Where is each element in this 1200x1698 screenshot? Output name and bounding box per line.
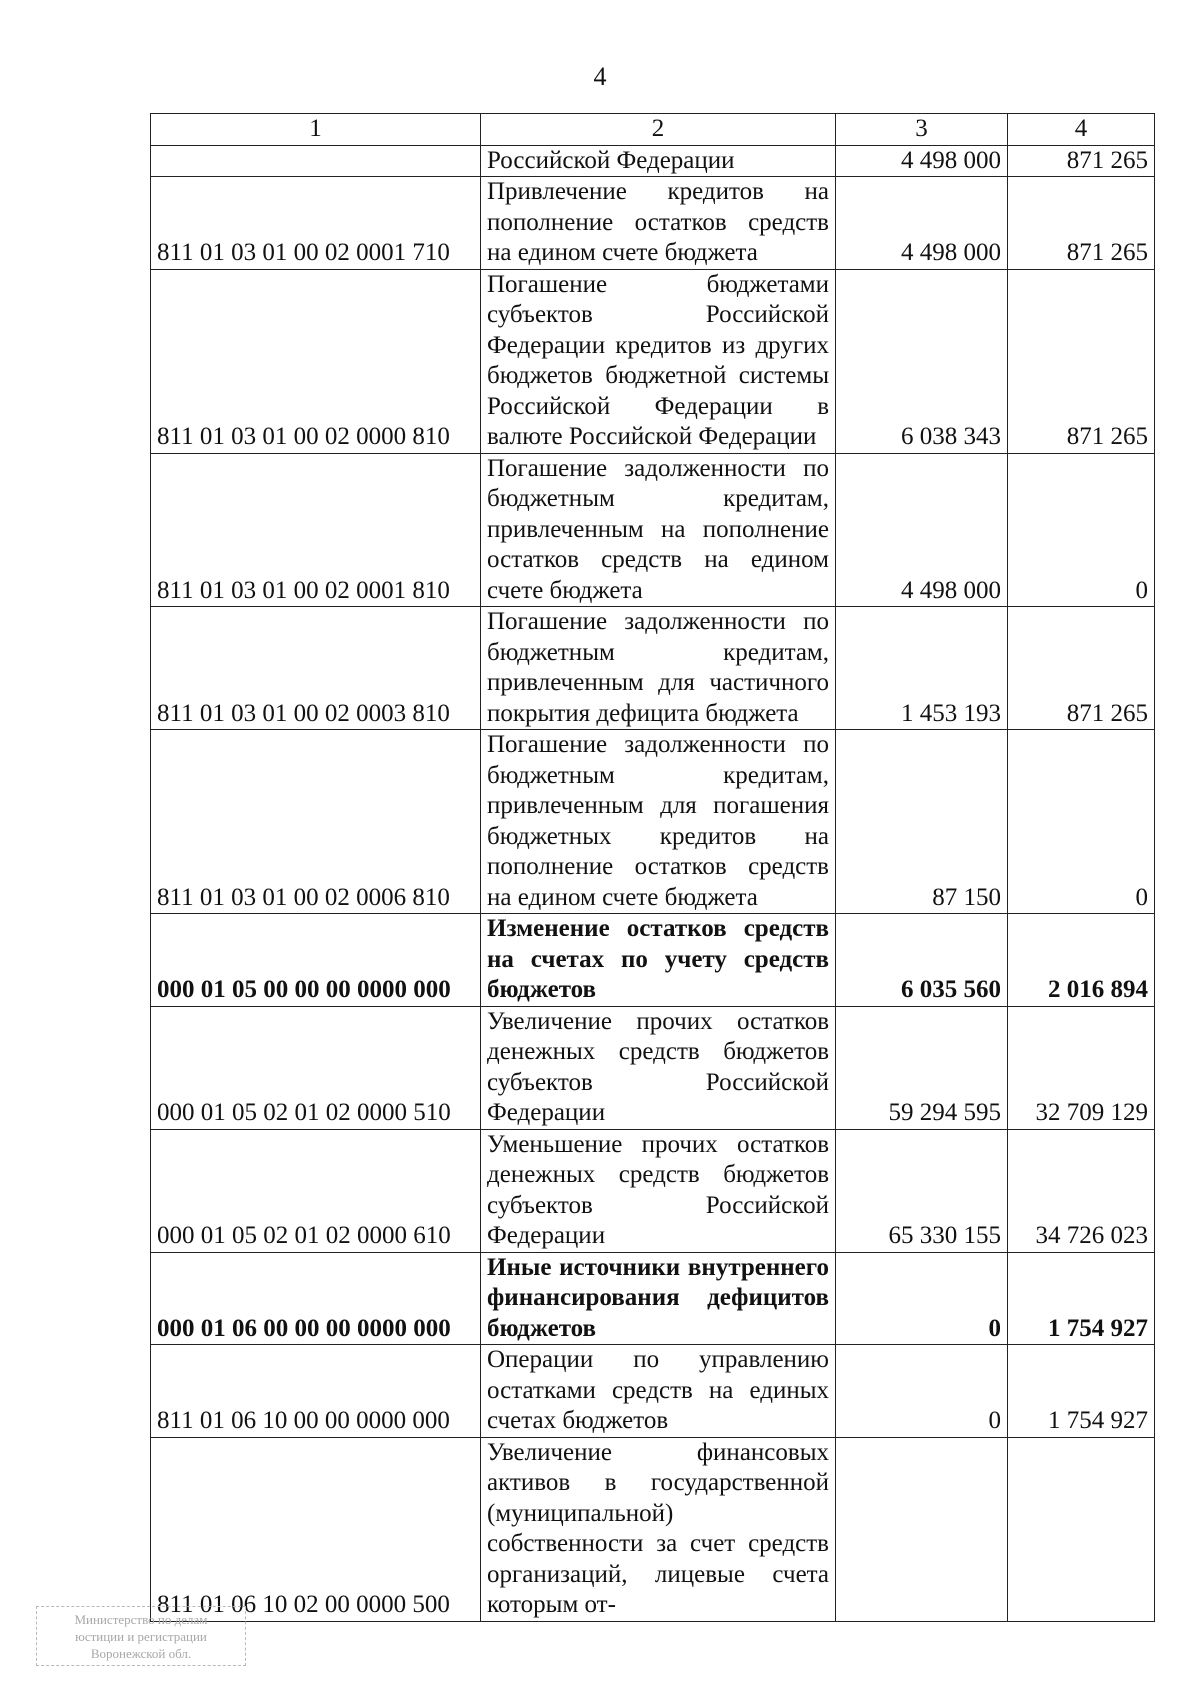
row-value-col3: 1 453 193 (836, 607, 1008, 730)
row-description: Операции по управлению остатками средств на единых счетах бюджетов (481, 1345, 836, 1438)
row-code: 000 01 05 02 01 02 0000 510 (151, 1006, 481, 1129)
row-value-col4 (1008, 1437, 1155, 1621)
row-value-col3: 4 498 000 (836, 453, 1008, 607)
row-value-col4: 871 265 (1008, 145, 1155, 177)
table-row (151, 1006, 1155, 1129)
page-number: 4 (593, 62, 607, 91)
row-value-col4: 1 754 927 (1008, 1345, 1155, 1438)
row-description: Погашение бюджетами субъектов Российской Федерации кредитов из других бюджетов бюджетной системы Российской Федерации в валюте Российской Федерации (481, 269, 836, 453)
table-row (151, 269, 1155, 453)
row-description: Уменьшение прочих остатков денежных средств бюджетов субъектов Российской Федерации (481, 1129, 836, 1252)
row-code: 811 01 03 01 00 02 0006 810 (151, 730, 481, 914)
row-value-col4: 0 (1008, 730, 1155, 914)
budget-sources-table (150, 113, 1155, 1622)
column-header: 4 (1008, 114, 1155, 146)
row-value-col3: 4 498 000 (836, 145, 1008, 177)
row-description: Увеличение финансовых активов в государственной (муниципальной) собственности за счет средств организаций, лицевые счета которым от- (481, 1437, 836, 1621)
column-header: 1 (151, 114, 481, 146)
row-code: 000 01 05 00 00 00 0000 000 (151, 914, 481, 1007)
column-header: 2 (481, 114, 836, 146)
row-value-col4: 2 016 894 (1008, 914, 1155, 1007)
row-description: Погашение задолженности по бюджетным кредитам, привлеченным на пополнение остатков средств на едином счете бюджета (481, 453, 836, 607)
table-row (151, 1129, 1155, 1252)
row-value-col3: 6 038 343 (836, 269, 1008, 453)
row-value-col4: 871 265 (1008, 607, 1155, 730)
row-description: Погашение задолженности по бюджетным кредитам, привлеченным для частичного покрытия дефицита бюджета (481, 607, 836, 730)
row-code: 000 01 06 00 00 00 0000 000 (151, 1252, 481, 1345)
table-row (151, 1345, 1155, 1438)
row-value-col3: 59 294 595 (836, 1006, 1008, 1129)
table-row (151, 453, 1155, 607)
table-row (151, 145, 1155, 177)
row-description: Российской Федерации (481, 145, 836, 177)
row-description: Привлечение кредитов на пополнение остатков средств на едином счете бюджета (481, 177, 836, 270)
row-value-col4: 32 709 129 (1008, 1006, 1155, 1129)
row-value-col3: 6 035 560 (836, 914, 1008, 1007)
row-value-col3: 65 330 155 (836, 1129, 1008, 1252)
row-code (151, 145, 481, 177)
stamp-line: юстиции и регистрации (75, 1629, 207, 1644)
table-body (151, 114, 1155, 1622)
row-value-col3: 4 498 000 (836, 177, 1008, 270)
row-code: 811 01 03 01 00 02 0001 810 (151, 453, 481, 607)
row-value-col4: 0 (1008, 453, 1155, 607)
row-value-col3: 0 (836, 1252, 1008, 1345)
row-description: Иные источники внутреннего финансирования дефицитов бюджетов (481, 1252, 836, 1345)
row-value-col4: 34 726 023 (1008, 1129, 1155, 1252)
row-value-col4: 1 754 927 (1008, 1252, 1155, 1345)
row-description: Погашение задолженности по бюджетным кредитам, привлеченным для погашения бюджетных кредитов на пополнение остатков средств на едином счете бюджета (481, 730, 836, 914)
table-row (151, 607, 1155, 730)
row-value-col3: 87 150 (836, 730, 1008, 914)
row-code: 811 01 03 01 00 02 0000 810 (151, 269, 481, 453)
row-description: Увеличение прочих остатков денежных средств бюджетов субъектов Российской Федерации (481, 1006, 836, 1129)
table-row (151, 1437, 1155, 1621)
stamp-line: Воронежской обл. (90, 1646, 192, 1661)
table-row (151, 730, 1155, 914)
row-description: Изменение остатков средств на счетах по учету средств бюджетов (481, 914, 836, 1007)
row-code: 811 01 06 10 02 00 0000 500 (151, 1437, 481, 1621)
row-code: 000 01 05 02 01 02 0000 610 (151, 1129, 481, 1252)
row-value-col3: 0 (836, 1345, 1008, 1438)
table-row (151, 177, 1155, 270)
registration-stamp (36, 1606, 246, 1666)
stamp-line: Министерство по делам (74, 1612, 208, 1627)
table-header-row (151, 114, 1155, 146)
row-code: 811 01 03 01 00 02 0001 710 (151, 177, 481, 270)
row-code: 811 01 06 10 00 00 0000 000 (151, 1345, 481, 1438)
row-value-col3 (836, 1437, 1008, 1621)
row-value-col4: 871 265 (1008, 177, 1155, 270)
row-code: 811 01 03 01 00 02 0003 810 (151, 607, 481, 730)
table-row (151, 914, 1155, 1007)
column-header: 3 (836, 114, 1008, 146)
row-value-col4: 871 265 (1008, 269, 1155, 453)
table-row (151, 1252, 1155, 1345)
